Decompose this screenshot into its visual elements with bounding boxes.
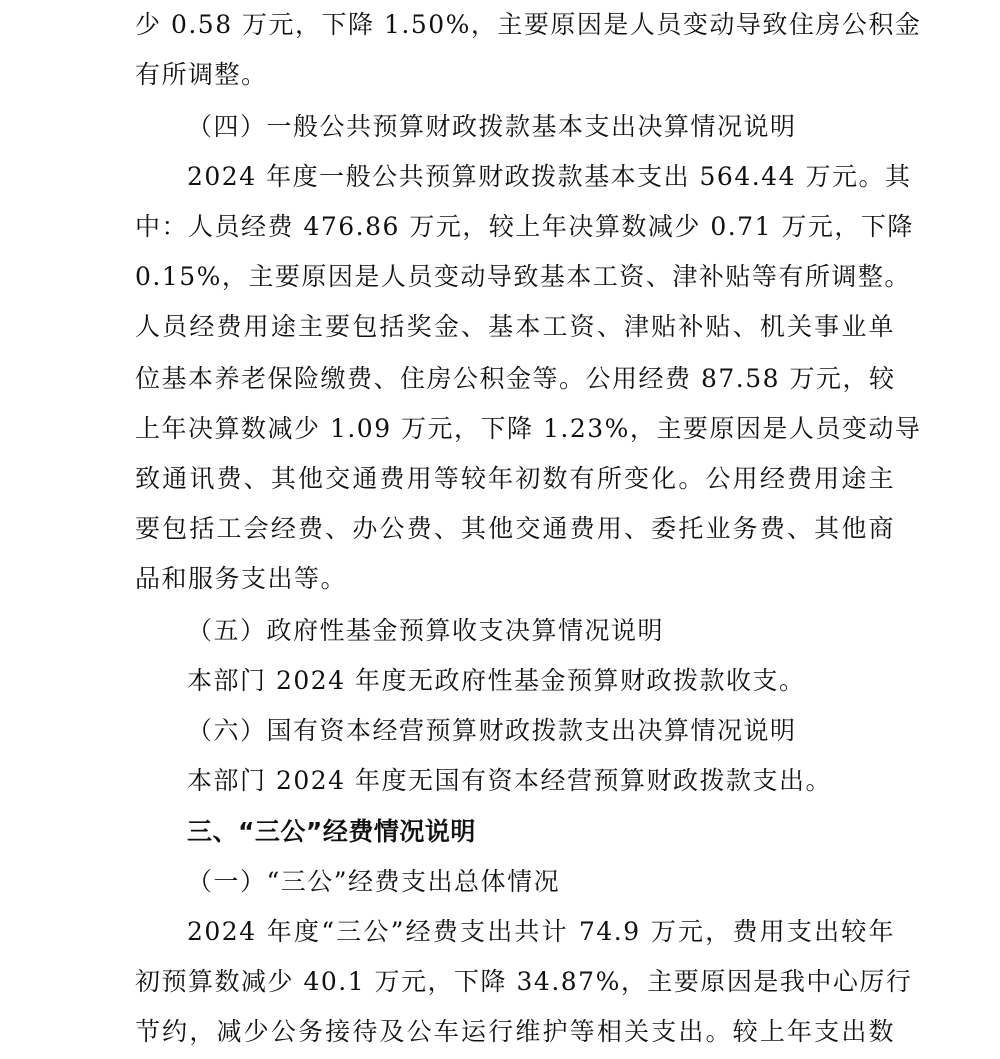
text-line: 2024 年度一般公共预算财政拨款基本支出 564.44 万元。其 — [187, 162, 912, 191]
text-line: 本部门 2024 年度无国有资本经营预算财政拨款支出。 — [187, 766, 833, 795]
section-heading-6: （六）国有资本经营预算财政拨款支出决算情况说明 — [187, 716, 797, 745]
text-line: 中：人员经费 476.86 万元，较上年决算数减少 0.71 万元，下降 — [135, 212, 914, 241]
text-line: 要包括工会经费、办公费、其他交通费用、委托业务费、其他商 — [135, 514, 895, 543]
text-line: 本部门 2024 年度无政府性基金预算财政拨款收支。 — [187, 666, 806, 695]
text-line: 位基本养老保险缴费、住房公积金等。公用经费 87.58 万元，较 — [135, 364, 896, 393]
section-heading-5: （五）政府性基金预算收支决算情况说明 — [187, 616, 665, 645]
text-line: 人员经费用途主要包括奖金、基本工资、津贴补贴、机关事业单 — [135, 312, 895, 341]
section-heading-4: （四）一般公共预算财政拨款基本支出决算情况说明 — [187, 112, 797, 141]
text-line: 少 0.58 万元，下降 1.50%，主要原因是人员变动导致住房公积金 — [135, 10, 922, 39]
text-line: 致通讯费、其他交通费用等较年初数有所变化。公用经费用途主 — [135, 464, 895, 493]
chapter-heading-3: 三、“三公”经费情况说明 — [187, 817, 476, 846]
text-line: 有所调整。 — [135, 60, 268, 89]
text-line: 0.15%，主要原因是人员变动导致基本工资、津补贴等有所调整。 — [135, 262, 911, 291]
text-line: 品和服务支出等。 — [135, 564, 348, 593]
text-line: 2024 年度“三公”经费支出共计 74.9 万元，费用支出较年 — [187, 917, 895, 946]
text-line: 节约，减少公务接待及公车运行维护等相关支出。较上年支出数 — [135, 1017, 895, 1046]
text-line: 上年决算数减少 1.09 万元，下降 1.23%，主要原因是人员变动导 — [135, 414, 922, 443]
text-line: 初预算数减少 40.1 万元，下降 34.87%，主要原因是我中心厉行 — [135, 967, 913, 996]
section-heading-3-1: （一）“三公”经费支出总体情况 — [187, 867, 561, 896]
